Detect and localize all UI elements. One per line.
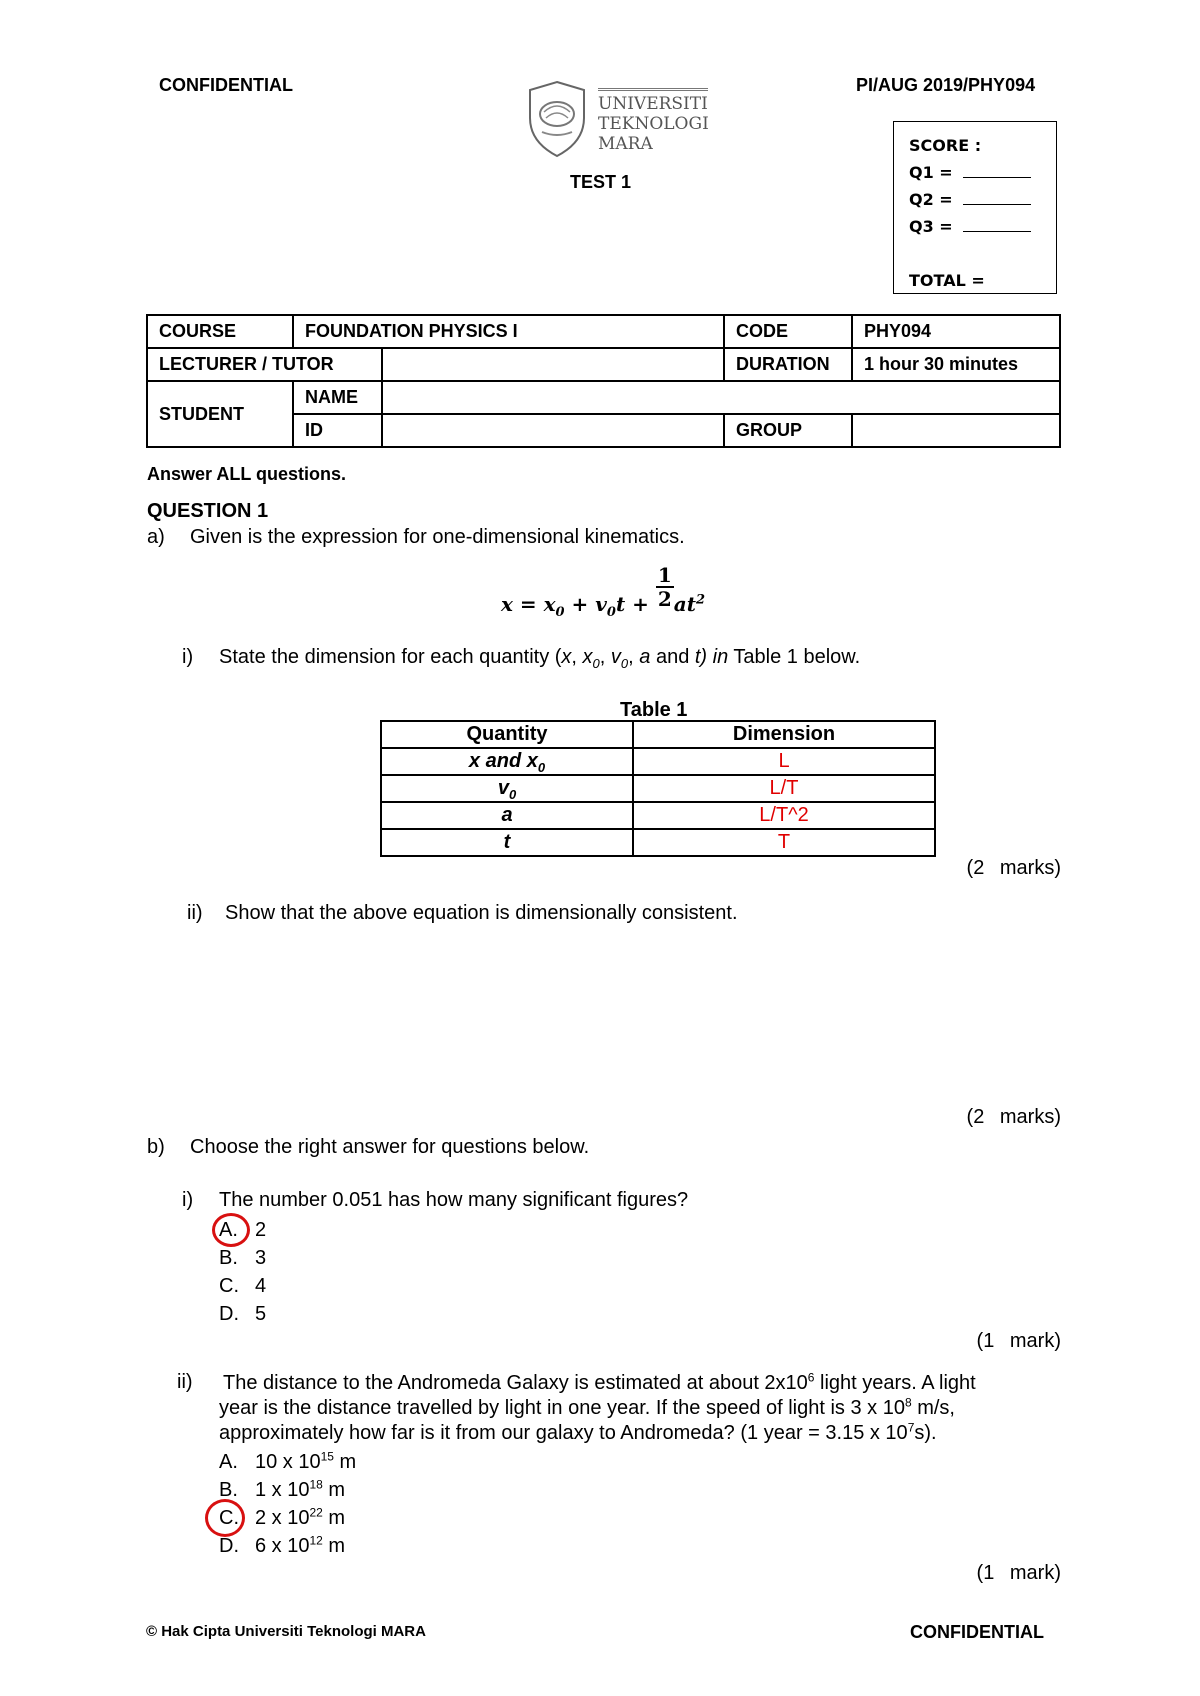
q1bii-label: ii) bbox=[177, 1371, 193, 1393]
code-label: CODE bbox=[724, 315, 852, 348]
dimension-cell: L/T^2 bbox=[633, 802, 935, 829]
id-label: ID bbox=[293, 414, 382, 447]
option-c[interactable]: C. 4 bbox=[219, 1275, 267, 1297]
quantity-cell: a bbox=[381, 802, 633, 829]
course-info-table bbox=[146, 314, 1061, 448]
student-label: STUDENT bbox=[147, 381, 293, 447]
code-value: PHY094 bbox=[852, 315, 1060, 348]
q1a-label: a) bbox=[147, 526, 165, 548]
table-row bbox=[381, 829, 935, 856]
lecturer-value[interactable] bbox=[382, 348, 724, 381]
name-value[interactable] bbox=[382, 381, 1060, 414]
q1aii-label: ii) bbox=[187, 902, 203, 924]
q1b-label: b) bbox=[147, 1136, 165, 1158]
quantity-cell: $v_0$ bbox=[381, 775, 633, 802]
university-logo bbox=[522, 76, 712, 160]
confidential-header-left: CONFIDENTIAL bbox=[159, 75, 293, 95]
duration-value: 1 hour 30 minutes bbox=[852, 348, 1060, 381]
quantity-cell: x and $x_0$ bbox=[381, 748, 633, 775]
q1bii-text: The distance to the Andromeda Galaxy is estimated at about $2x10^6$ light years. A light year is the distance travelled by light in one year. If the speed of light is 3 x $10^8$ m/s, approximately how far is it from our galaxy to Andromeda? (1 year = 3.15 x $10^7s$). bbox=[219, 1370, 976, 1444]
kinematics-formula: $x = x_0 + v_0t$ + $\frac{1}{2}$ $at^2$ bbox=[501, 563, 706, 620]
marks-q1ai: (2 marks) bbox=[966, 857, 1061, 879]
option-a[interactable]: A. 10 x $10^{15}$ m bbox=[219, 1449, 357, 1473]
group-value[interactable] bbox=[852, 414, 1060, 447]
marks-q1aii: (2 marks) bbox=[966, 1106, 1061, 1128]
table-header-quantity: Quantity bbox=[381, 721, 633, 748]
q1b-text: Choose the right answer for questions below. bbox=[190, 1136, 590, 1158]
dimension-table bbox=[380, 720, 936, 857]
option-c[interactable]: C. 2 x $10^{22}$ m bbox=[219, 1505, 346, 1529]
table-row bbox=[381, 775, 935, 802]
instruction: Answer ALL questions. bbox=[147, 464, 347, 484]
paper-code-header: PI/AUG 2019/PHY094 bbox=[856, 75, 1036, 95]
course-label: COURSE bbox=[147, 315, 293, 348]
table-header-dimension: Dimension bbox=[633, 721, 935, 748]
table-row bbox=[381, 748, 935, 775]
logo-text-teknologi: TEKNOLOGI bbox=[598, 114, 709, 134]
score-box bbox=[893, 121, 1057, 294]
quantity-cell: t bbox=[381, 829, 633, 856]
question-1-title: QUESTION 1 bbox=[147, 500, 269, 522]
score-total-label: TOTAL = bbox=[909, 271, 985, 290]
score-q1-label: Q1 = bbox=[909, 163, 953, 182]
option-b[interactable]: B. 3 bbox=[219, 1247, 267, 1269]
score-q2-blank bbox=[963, 190, 1031, 205]
q1ai-label: i) bbox=[182, 646, 194, 668]
copyright-footer: © Hak Cipta Universiti Teknologi MARA bbox=[146, 1623, 426, 1640]
score-q3-label: Q3 = bbox=[909, 217, 953, 236]
duration-label: DURATION bbox=[724, 348, 852, 381]
option-d[interactable]: D. 5 bbox=[219, 1303, 267, 1325]
score-q2-label: Q2 = bbox=[909, 190, 953, 209]
dimension-cell: T bbox=[633, 829, 935, 856]
id-value[interactable] bbox=[382, 414, 724, 447]
score-q1-blank bbox=[963, 163, 1031, 178]
marks-q1bii: (1 mark) bbox=[976, 1562, 1061, 1584]
logo-text-universiti: UNIVERSITI bbox=[598, 94, 708, 114]
test-title: TEST 1 bbox=[570, 172, 632, 192]
dimension-cell: L/T bbox=[633, 775, 935, 802]
name-label: NAME bbox=[293, 381, 382, 414]
option-b[interactable]: B. 1 x $10^{18}$ m bbox=[219, 1477, 346, 1501]
table-1-title: Table 1 bbox=[620, 699, 688, 721]
answer-circle-mark bbox=[205, 1499, 245, 1537]
group-label: GROUP bbox=[724, 414, 852, 447]
q1aii-text: Show that the above equation is dimensionally consistent. bbox=[225, 902, 738, 924]
dimension-cell: L bbox=[633, 748, 935, 775]
lecturer-label: LECTURER / TUTOR bbox=[147, 348, 382, 381]
table-row bbox=[381, 802, 935, 829]
course-value: FOUNDATION PHYSICS I bbox=[293, 315, 724, 348]
jawi-script-mark bbox=[598, 76, 708, 91]
answer-circle-mark bbox=[212, 1213, 250, 1247]
option-d[interactable]: D. 6 x $10^{12}$ m bbox=[219, 1533, 346, 1557]
q1bi-text: The number 0.051 has how many significant figures? bbox=[219, 1189, 689, 1211]
q1bi-label: i) bbox=[182, 1189, 194, 1211]
marks-q1bi: (1 mark) bbox=[976, 1330, 1061, 1352]
q1a-text: Given is the expression for one-dimensional kinematics. bbox=[190, 526, 685, 548]
score-q3-blank bbox=[963, 217, 1031, 232]
q1ai-text: State the dimension for each quantity (x, $x_0$, $v_0$, a and t) in Table 1 below. bbox=[219, 646, 861, 671]
logo-text-mara: MARA bbox=[598, 134, 653, 154]
university-crest-icon bbox=[522, 76, 592, 160]
confidential-footer: CONFIDENTIAL bbox=[910, 1622, 1044, 1642]
option-a[interactable]: A. 2 bbox=[219, 1219, 267, 1241]
score-title: SCORE : bbox=[909, 136, 982, 155]
